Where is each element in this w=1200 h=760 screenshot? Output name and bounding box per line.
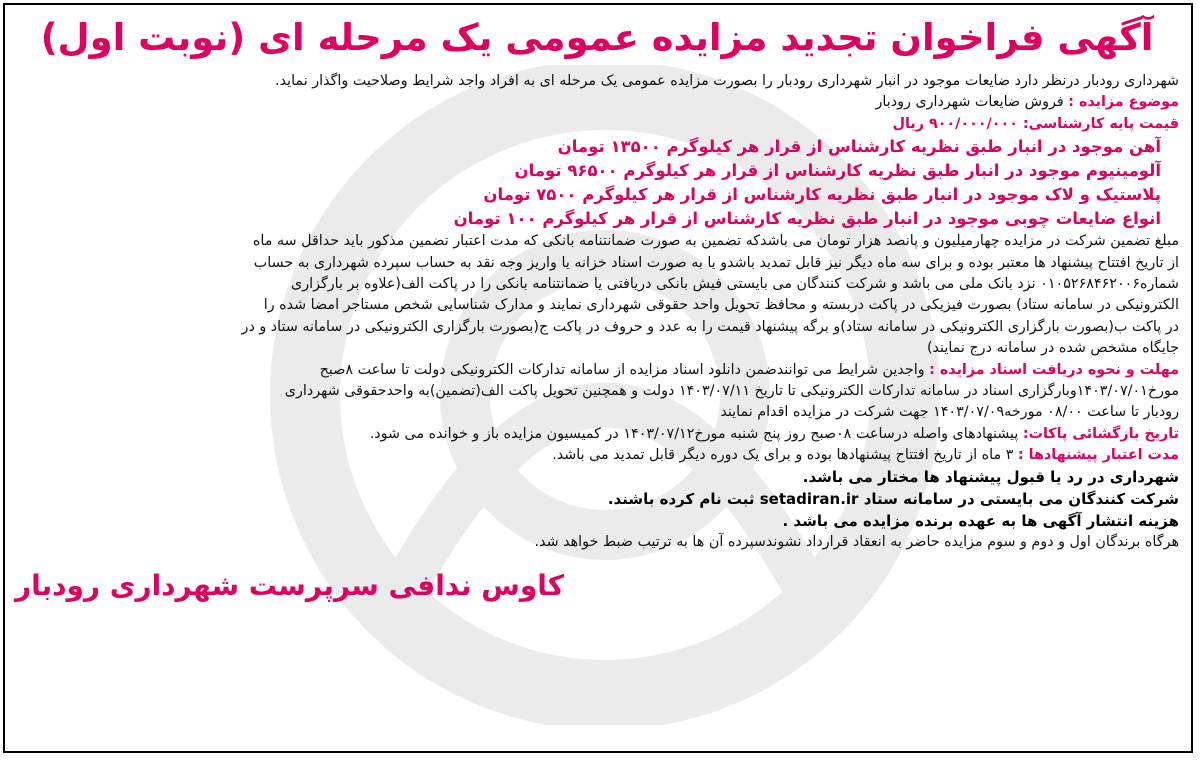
opening-value: پیشنهادهای واصله درساعت ۰۸صبح روز پنج شنبه مورخ۱۴۰۳/۰۷/۱۲ در کمیسیون مزایده باز و خوانده می شود. — [369, 425, 1019, 442]
deadline-paragraph — [15, 360, 1179, 424]
guarantee-line: الکترونیکی در سامانه ستاد) بصورت فیزیکی در پاکت دربسته و محافظ تحویل واحد حقوقی شهرداری نمایند و مدارک شناسایی شخص مستاجر امضا شده را — [263, 297, 1179, 314]
subject-label: موضوع مزایده : — [1068, 94, 1179, 111]
guarantee-line: در پاکت ب(بصورت بارگزاری الکترونیکی در سامانه ستاد)و برگه پیشنهاد قیمت را به عدد و حروف در پاکت ج(بصورت بارگزاری الکترونیکی در سامانه ستاد و در — [241, 318, 1179, 335]
notice-title: آگهی فراخوان تجدید مزایده عمومی یک مرحله ای (نوبت اول) — [40, 16, 1154, 59]
bold-note: شرکت کنندگان می بایستی در سامانه ستاد setadiran.ir ثبت نام کرده باشند. — [607, 490, 1179, 509]
deadline-line: رودبار تا ساعت ۰۸/۰۰ مورخه۱۴۰۳/۰۷/۰۹ جهت شرکت در مزایده اقدام نمایند — [720, 404, 1179, 421]
validity-line — [15, 445, 1179, 466]
validity-value: ۳ ماه از تاریخ افتتاح پیشنهادها بوده و برای یک دوره دیگر قابل تمدید می باشد. — [552, 447, 1014, 464]
deadline-text: واجدین شرایط می توانندضمن دانلود اسناد مزایده از سامانه تدارکات الکترونیکی دولت تا ساعت ۸صبح — [319, 361, 925, 378]
base-price: قیمت پایه کارشناسی: ۹۰۰/۰۰۰/۰۰۰ ریال — [892, 115, 1179, 132]
items-list — [15, 135, 1179, 231]
item-iron: آهن موجود در انبار طبق نظریه کارشناس از قرار هر کیلوگرم ۱۳۵۰۰ تومان — [557, 137, 1161, 157]
signature: کاوس ندافی سرپرست شهرداری رودبار — [15, 568, 565, 602]
notice-content — [15, 5, 1179, 751]
guarantee-line: از تاریخ افتتاح پیشنهاد ها معتبر بوده و برای سه ماه دیگر نیز قابل تمدید باشدو یا به صورت اسناد خزانه یا واریز وجه نقد به حساب سپرده شهرداری به حساب — [253, 254, 1179, 271]
guarantee-paragraph — [15, 231, 1179, 359]
notice-frame — [3, 3, 1193, 753]
bold-note: هزینه انتشار آگهی ها به عهده برنده مزایده می باشد . — [782, 512, 1179, 531]
guarantee-line: مبلغ تضمین شرکت در مزایده چهارمیلیون و پانصد هزار تومان می باشدکه تضمین به صورت ضمانتنامه بانکی که مدت اعتبار تضمین مذکور باید حداقل سه ماه — [252, 233, 1179, 250]
final-note: هرگاه برندگان اول و دوم و سوم مزایده حاضر به انعقاد قرارداد نشوندسپرده آن ها به ترتیب ضبط خواهد شد. — [534, 534, 1179, 551]
item-wood: انواع ضایعات چوبی موجود در انبار طبق نظریه کارشناس از قرار هر کیلوگرم ۱۰۰ تومان — [453, 209, 1161, 229]
item-aluminium: آلومینیوم موجود در انبار طبق نظریه کارشناس از قرار هر کیلوگرم ۹۶۵۰۰ تومان — [514, 161, 1161, 181]
subject-value: فروش ضایعات شهرداری رودبار — [875, 94, 1064, 111]
bold-note: شهرداری در رد یا قبول پیشنهاد ها مختار می باشد. — [802, 468, 1179, 487]
deadline-first-line — [15, 360, 1179, 381]
deadline-label: مهلت و نحوه دریافت اسناد مزایده : — [929, 361, 1179, 378]
subject-line — [15, 92, 1179, 113]
deadline-line: مورخ۱۴۰۳/۰۷/۰۱وبارگزاری اسناد در سامانه تدارکات الکترونیکی تا تاریخ ۱۴۰۳/۰۷/۱۱ دولت و همچنین تحویل پاکت الف(تضمین)به واحدحقوقی شهرداری — [284, 382, 1179, 399]
validity-label: مدت اعتبار پیشنهادها : — [1017, 447, 1179, 464]
guarantee-line: شماره۰۱۰۵۲۶۸۴۶۲۰۰۶ نزد بانک ملی می باشد و شرکت کنندگان می بایستی فیش بانکی دریافتی یا ضمانتنامه بانکی را در پاکت الف(علاوه بر بارگزاری — [291, 275, 1179, 292]
opening-line — [15, 424, 1179, 445]
guarantee-line: جایگاه مشخص شده در سامانه درج نمایند) — [926, 340, 1179, 357]
intro-text: شهرداری رودبار درنظر دارد ضایعات موجود در انبار شهرداری رودبار را بصورت مزایده عمومی یک مرحله ای به افراد واجد شرایط وصلاحیت واگذار نماید. — [275, 73, 1179, 89]
item-plastic: پلاستیک و لاک موجود در انبار طبق نظریه کارشناس از قرار هر کیلوگرم ۷۵۰۰ تومان — [483, 185, 1161, 205]
opening-label: تاریخ بازگشائی پاکات: — [1022, 425, 1179, 442]
